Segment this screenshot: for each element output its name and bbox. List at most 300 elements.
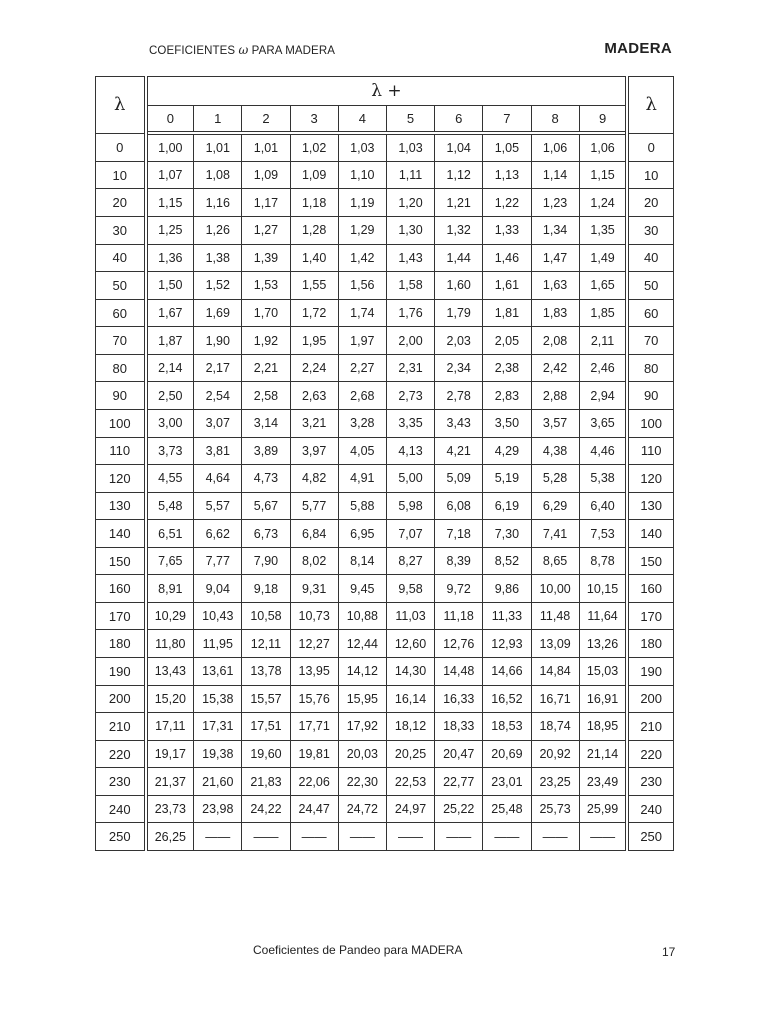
coefficient-cell: 20,69 [483,740,531,768]
lambda-header-right: λ [627,77,673,134]
page-header-section: MADERA [604,40,672,57]
coefficient-cell: 7,77 [194,547,242,575]
table-row [96,713,674,741]
coefficient-cell: 1,29 [338,217,386,245]
coefficient-cell: 3,89 [242,437,290,465]
coefficient-cell: 1,79 [435,299,483,327]
coefficient-cell: 2,42 [531,354,579,382]
coefficient-cell: 1,25 [146,217,194,245]
coefficient-cell: 1,35 [579,217,627,245]
coefficient-cell: 17,11 [146,713,194,741]
coefficient-cell: 1,32 [435,217,483,245]
coefficient-cell: 1,81 [483,299,531,327]
coefficient-cell: 1,03 [338,133,386,161]
coefficient-cell: 2,58 [242,382,290,410]
coefficient-table-container [95,76,673,851]
coefficient-cell: 1,21 [435,189,483,217]
coefficient-cell: 1,95 [290,327,338,355]
coefficient-cell: 7,41 [531,520,579,548]
coefficient-cell: 24,97 [386,795,434,823]
lambda-row-label-right: 20 [627,189,673,217]
lambda-row-label-right: 200 [627,685,673,713]
coefficient-cell: 25,48 [483,795,531,823]
coefficient-cell: 1,09 [242,161,290,189]
coefficient-cell: 2,50 [146,382,194,410]
coefficient-cell: 6,73 [242,520,290,548]
coefficient-cell: 1,67 [146,299,194,327]
coefficient-cell: —— [386,823,434,851]
digit-header: 6 [435,106,483,134]
lambda-row-label: 140 [96,520,146,548]
coefficient-cell: 21,83 [242,768,290,796]
lambda-row-label-right: 90 [627,382,673,410]
lambda-row-label-right: 160 [627,575,673,603]
lambda-row-label-right: 220 [627,740,673,768]
lambda-row-label: 10 [96,161,146,189]
table-body [96,133,674,851]
table-row [96,630,674,658]
coefficient-cell: 1,30 [386,217,434,245]
coefficient-cell: 24,22 [242,795,290,823]
lambda-row-label-right: 0 [627,133,673,161]
lambda-row-label: 220 [96,740,146,768]
coefficient-cell: 14,12 [338,658,386,686]
coefficient-cell: 5,57 [194,492,242,520]
coefficient-cell: 11,33 [483,602,531,630]
coefficient-cell: 6,84 [290,520,338,548]
coefficient-cell: 1,46 [483,244,531,272]
omega-symbol: ω [238,43,249,57]
coefficient-cell: 3,73 [146,437,194,465]
coefficient-cell: 23,49 [579,768,627,796]
table-row [96,658,674,686]
table-row [96,492,674,520]
coefficient-cell: 1,34 [531,217,579,245]
coefficient-cell: 6,19 [483,492,531,520]
coefficient-cell: 1,60 [435,272,483,300]
coefficient-cell: 1,39 [242,244,290,272]
coefficient-cell: —— [242,823,290,851]
lambda-row-label-right: 100 [627,409,673,437]
coefficient-cell: 1,12 [435,161,483,189]
coefficient-cell: 13,61 [194,658,242,686]
coefficient-cell: 1,06 [531,133,579,161]
coefficient-cell: 3,00 [146,409,194,437]
lambda-row-label-right: 70 [627,327,673,355]
coefficient-cell: 1,28 [290,217,338,245]
lambda-row-label-right: 80 [627,354,673,382]
coefficient-cell: 15,20 [146,685,194,713]
coefficient-cell: 2,73 [386,382,434,410]
coefficient-cell: 1,24 [579,189,627,217]
coefficient-cell: 10,15 [579,575,627,603]
coefficient-cell: 9,31 [290,575,338,603]
digit-header: 1 [194,106,242,134]
coefficient-cell: 4,91 [338,465,386,493]
coefficient-cell: 13,26 [579,630,627,658]
coefficient-cell: 3,65 [579,409,627,437]
coefficient-cell: 2,46 [579,354,627,382]
coefficient-cell: 16,71 [531,685,579,713]
lambda-row-label: 80 [96,354,146,382]
coefficient-cell: 3,28 [338,409,386,437]
coefficient-cell: 23,98 [194,795,242,823]
lambda-row-label-right: 60 [627,299,673,327]
coefficient-cell: 25,73 [531,795,579,823]
lambda-row-label-right: 120 [627,465,673,493]
coefficient-cell: 3,50 [483,409,531,437]
lambda-row-label: 70 [96,327,146,355]
lambda-plus-header: λ + [146,77,628,106]
lambda-row-label: 100 [96,409,146,437]
coefficient-cell: 5,98 [386,492,434,520]
coefficient-cell: 1,19 [338,189,386,217]
coefficient-cell: 2,83 [483,382,531,410]
table-row [96,354,674,382]
coefficient-cell: 1,43 [386,244,434,272]
coefficient-cell: 17,31 [194,713,242,741]
coefficient-cell: 12,76 [435,630,483,658]
coefficient-cell: 3,43 [435,409,483,437]
lambda-row-label: 200 [96,685,146,713]
coefficient-cell: 1,38 [194,244,242,272]
coefficient-cell: —— [194,823,242,851]
lambda-row-label: 40 [96,244,146,272]
lambda-row-label: 170 [96,602,146,630]
coefficient-cell: 3,35 [386,409,434,437]
coefficient-cell: 1,50 [146,272,194,300]
coefficient-cell: 3,57 [531,409,579,437]
coefficient-cell: 13,43 [146,658,194,686]
coefficient-cell: 1,74 [338,299,386,327]
coefficient-cell: 10,00 [531,575,579,603]
coefficient-cell: 22,30 [338,768,386,796]
header-suffix: PARA MADERA [251,45,335,57]
lambda-row-label-right: 50 [627,272,673,300]
coefficient-cell: 6,29 [531,492,579,520]
coefficient-cell: 5,48 [146,492,194,520]
coefficient-cell: 5,77 [290,492,338,520]
lambda-row-label: 250 [96,823,146,851]
coefficient-cell: 22,06 [290,768,338,796]
coefficient-cell: 14,48 [435,658,483,686]
coefficient-cell: 23,73 [146,795,194,823]
digit-header: 9 [579,106,627,134]
coefficient-cell: 10,73 [290,602,338,630]
coefficient-cell: 15,95 [338,685,386,713]
coefficient-cell: 2,38 [483,354,531,382]
coefficient-cell: 20,92 [531,740,579,768]
coefficient-cell: 1,47 [531,244,579,272]
coefficient-cell: 3,81 [194,437,242,465]
coefficient-cell: 22,77 [435,768,483,796]
coefficient-cell: 2,14 [146,354,194,382]
coefficient-cell: 19,38 [194,740,242,768]
lambda-row-label-right: 110 [627,437,673,465]
coefficient-cell: 14,30 [386,658,434,686]
coefficient-cell: 21,37 [146,768,194,796]
coefficient-cell: 24,47 [290,795,338,823]
coefficient-cell: —— [579,823,627,851]
coefficient-cell: 4,64 [194,465,242,493]
lambda-row-label: 180 [96,630,146,658]
coefficient-cell: 16,91 [579,685,627,713]
coefficient-cell: 1,00 [146,133,194,161]
coefficient-cell: 1,10 [338,161,386,189]
lambda-row-label: 90 [96,382,146,410]
coefficient-cell: 1,14 [531,161,579,189]
coefficient-cell: 12,44 [338,630,386,658]
lambda-row-label-right: 10 [627,161,673,189]
digit-header: 5 [386,106,434,134]
coefficient-cell: 15,38 [194,685,242,713]
coefficient-cell: 12,93 [483,630,531,658]
coefficient-cell: 9,45 [338,575,386,603]
page-footer: Coeficientes de Pandeo para MADERA [253,943,463,957]
coefficient-cell: 8,78 [579,547,627,575]
coefficient-cell: 2,63 [290,382,338,410]
coefficient-cell: 11,80 [146,630,194,658]
coefficient-cell: 20,47 [435,740,483,768]
lambda-row-label-right: 210 [627,713,673,741]
coefficient-cell: 16,52 [483,685,531,713]
coefficient-cell: 8,27 [386,547,434,575]
coefficient-cell: 25,99 [579,795,627,823]
coefficient-cell: 10,29 [146,602,194,630]
coefficient-cell: 4,29 [483,437,531,465]
coefficient-cell: 1,70 [242,299,290,327]
coefficient-cell: 6,62 [194,520,242,548]
coefficient-cell: 10,88 [338,602,386,630]
coefficient-cell: 1,17 [242,189,290,217]
coefficient-cell: 26,25 [146,823,194,851]
coefficient-cell: 1,63 [531,272,579,300]
coefficient-cell: 13,09 [531,630,579,658]
coefficient-cell: 14,84 [531,658,579,686]
coefficient-cell: 1,11 [386,161,434,189]
lambda-row-label-right: 150 [627,547,673,575]
table-row [96,795,674,823]
coefficient-cell: 1,53 [242,272,290,300]
table-row [96,382,674,410]
coefficient-cell: 11,95 [194,630,242,658]
coefficient-cell: 1,58 [386,272,434,300]
coefficient-cell: 1,85 [579,299,627,327]
coefficient-cell: 1,05 [483,133,531,161]
table-row [96,437,674,465]
coefficient-cell: 4,55 [146,465,194,493]
lambda-row-label-right: 170 [627,602,673,630]
coefficient-cell: 5,19 [483,465,531,493]
coefficient-cell: 1,52 [194,272,242,300]
coefficient-cell: 1,18 [290,189,338,217]
coefficient-cell: 1,83 [531,299,579,327]
coefficient-cell: 18,95 [579,713,627,741]
table-row [96,133,674,161]
coefficient-cell: 1,72 [290,299,338,327]
lambda-row-label: 50 [96,272,146,300]
coefficient-cell: 1,44 [435,244,483,272]
coefficient-cell: 4,21 [435,437,483,465]
coefficient-cell: 23,25 [531,768,579,796]
coefficient-cell: 15,57 [242,685,290,713]
coefficient-cell: 12,27 [290,630,338,658]
lambda-row-label: 120 [96,465,146,493]
coefficient-cell: 8,14 [338,547,386,575]
coefficient-cell: 7,90 [242,547,290,575]
coefficient-cell: 10,43 [194,602,242,630]
coefficient-cell: 18,12 [386,713,434,741]
coefficient-cell: —— [531,823,579,851]
lambda-header-left: λ [96,77,146,134]
header-row-lambda-plus [96,77,674,106]
coefficient-cell: 21,14 [579,740,627,768]
coefficient-cell: 12,60 [386,630,434,658]
table-row [96,520,674,548]
coefficient-cell: 5,38 [579,465,627,493]
table-row [96,602,674,630]
coefficient-cell: 1,49 [579,244,627,272]
lambda-row-label-right: 30 [627,217,673,245]
coefficient-cell: 4,73 [242,465,290,493]
lambda-row-label: 230 [96,768,146,796]
coefficient-cell: 1,90 [194,327,242,355]
digit-header-row [96,106,674,134]
table-row [96,409,674,437]
page-number: 17 [662,945,676,959]
coefficient-cell: 9,72 [435,575,483,603]
coefficient-cell: 7,18 [435,520,483,548]
coefficient-cell: 11,64 [579,602,627,630]
coefficient-cell: 3,97 [290,437,338,465]
table-row [96,547,674,575]
digit-header: 2 [242,106,290,134]
coefficient-cell: 11,03 [386,602,434,630]
coefficient-cell: 17,51 [242,713,290,741]
coefficient-cell: 5,88 [338,492,386,520]
coefficient-cell: 18,33 [435,713,483,741]
coefficient-cell: 4,82 [290,465,338,493]
page-header-title [149,43,335,57]
coefficient-cell: 1,36 [146,244,194,272]
lambda-row-label-right: 140 [627,520,673,548]
lambda-row-label-right: 40 [627,244,673,272]
coefficient-cell: 1,76 [386,299,434,327]
table-row [96,685,674,713]
coefficient-cell: —— [338,823,386,851]
coefficient-cell: 5,28 [531,465,579,493]
coefficient-cell: 5,67 [242,492,290,520]
coefficient-cell: 2,21 [242,354,290,382]
coefficient-cell: 15,03 [579,658,627,686]
coefficient-cell: 5,00 [386,465,434,493]
coefficient-cell: 2,94 [579,382,627,410]
digit-header: 7 [483,106,531,134]
coefficient-cell: 13,95 [290,658,338,686]
coefficient-cell: 3,21 [290,409,338,437]
digit-header: 0 [146,106,194,134]
coefficient-cell: 6,40 [579,492,627,520]
lambda-row-label: 150 [96,547,146,575]
lambda-row-label: 30 [96,217,146,245]
coefficient-cell: 19,17 [146,740,194,768]
lambda-row-label: 160 [96,575,146,603]
coefficient-cell: 7,07 [386,520,434,548]
coefficient-cell: 1,04 [435,133,483,161]
coefficient-cell: 1,01 [242,133,290,161]
coefficient-cell: 1,97 [338,327,386,355]
coefficient-cell: 19,81 [290,740,338,768]
lambda-row-label-right: 130 [627,492,673,520]
coefficient-cell: 8,39 [435,547,483,575]
coefficient-cell: 5,09 [435,465,483,493]
coefficient-cell: 25,22 [435,795,483,823]
coefficient-cell: 1,65 [579,272,627,300]
coefficient-cell: 10,58 [242,602,290,630]
digit-header: 4 [338,106,386,134]
lambda-row-label: 20 [96,189,146,217]
coefficient-cell: 2,05 [483,327,531,355]
coefficient-cell: 9,18 [242,575,290,603]
coefficient-cell: 6,08 [435,492,483,520]
table-row [96,768,674,796]
coefficient-cell: 1,40 [290,244,338,272]
lambda-row-label-right: 230 [627,768,673,796]
digit-header: 8 [531,106,579,134]
table-row [96,575,674,603]
coefficient-cell: —— [290,823,338,851]
coefficient-cell: 6,51 [146,520,194,548]
coefficient-cell: 1,03 [386,133,434,161]
lambda-row-label: 130 [96,492,146,520]
lambda-row-label: 60 [96,299,146,327]
coefficient-cell: 22,53 [386,768,434,796]
coefficient-cell: 1,55 [290,272,338,300]
lambda-row-label: 0 [96,133,146,161]
coefficient-cell: 1,23 [531,189,579,217]
lambda-row-label: 110 [96,437,146,465]
coefficient-cell: 7,65 [146,547,194,575]
coefficient-cell: 4,38 [531,437,579,465]
coefficient-cell: 16,33 [435,685,483,713]
coefficient-cell: 20,03 [338,740,386,768]
table-row [96,217,674,245]
coefficient-cell: 24,72 [338,795,386,823]
coefficient-cell: 1,61 [483,272,531,300]
table-row [96,327,674,355]
coefficient-cell: 8,52 [483,547,531,575]
coefficient-cell: 16,14 [386,685,434,713]
coefficient-cell: 3,14 [242,409,290,437]
coefficient-cell: 2,00 [386,327,434,355]
coefficient-cell: 6,95 [338,520,386,548]
coefficient-cell: 9,86 [483,575,531,603]
coefficient-cell: 20,25 [386,740,434,768]
coefficient-cell: 17,92 [338,713,386,741]
coefficient-table [95,76,674,851]
lambda-row-label: 190 [96,658,146,686]
table-row [96,740,674,768]
coefficient-cell: 8,02 [290,547,338,575]
coefficient-cell: 7,30 [483,520,531,548]
coefficient-cell: 18,53 [483,713,531,741]
coefficient-cell: 7,53 [579,520,627,548]
coefficient-cell: 1,06 [579,133,627,161]
coefficient-cell: 2,11 [579,327,627,355]
coefficient-cell: 1,42 [338,244,386,272]
coefficient-cell: 1,56 [338,272,386,300]
coefficient-cell: 4,05 [338,437,386,465]
